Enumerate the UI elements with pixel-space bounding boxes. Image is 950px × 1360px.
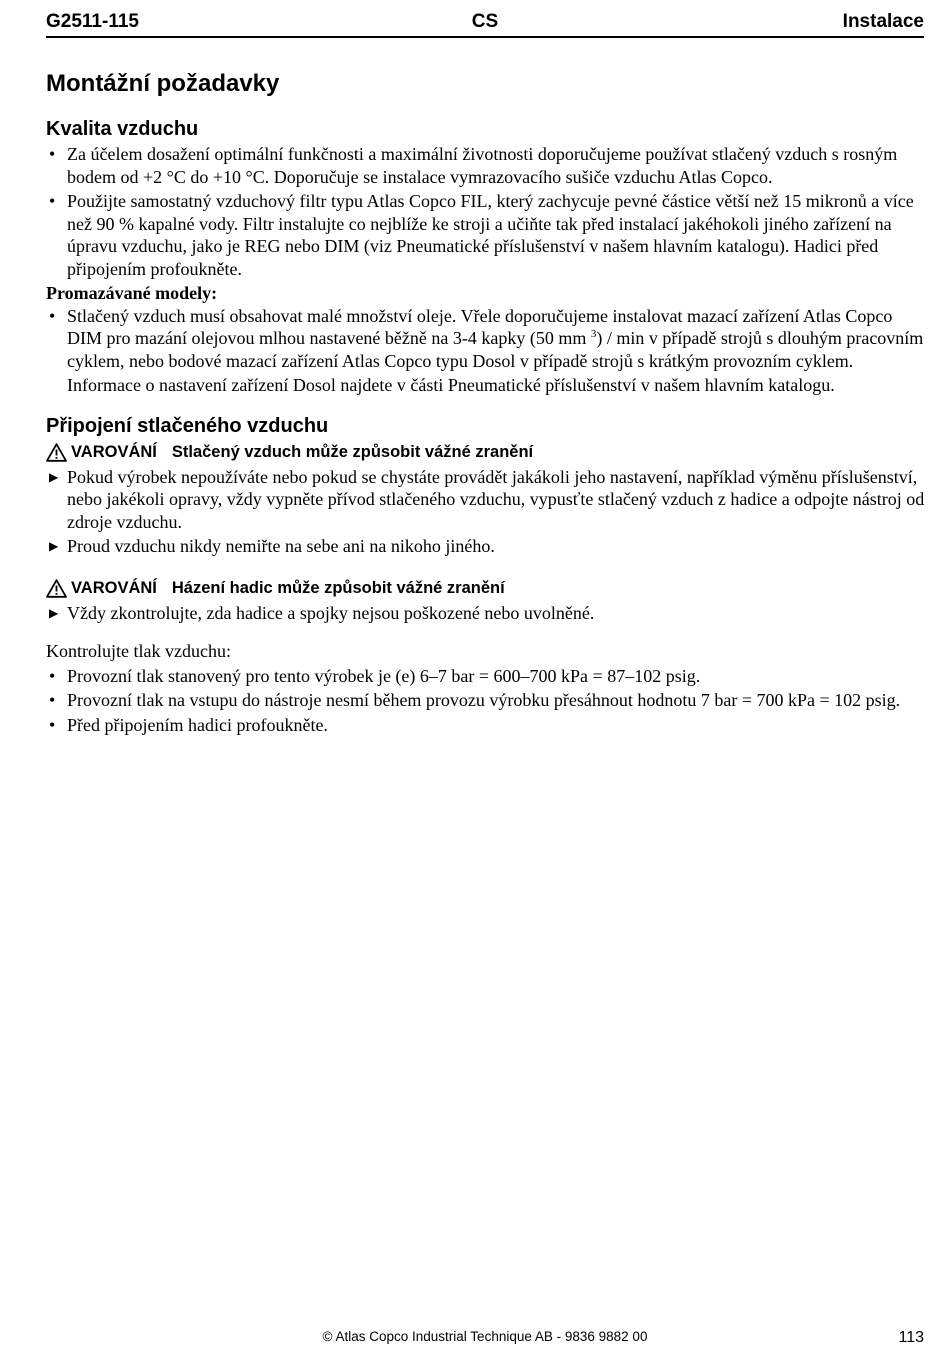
list-item: • Provozní tlak stanovený pro tento výrobek je (e) 6–7 bar = 600–700 kPa = 87–102 psig. <box>49 665 701 686</box>
list-item: ▶ Pokud výrobek nepoužíváte nebo pokud se chystáte provádět jakákoli jeho nastavení, například výměnu příslušenství, nebo jakékoli opravy, vždy vypněte přívod stlačeného vzduchu, vypusťte stlačený vzduch z hadice a odpojte nástroj od zdroje vzduchu. <box>49 466 925 532</box>
warning-triangle-icon <box>46 579 67 598</box>
main-content <box>46 70 926 738</box>
bullet-icon: • <box>49 305 56 326</box>
doc-id: G2511-115 <box>46 11 139 32</box>
page-header <box>46 10 924 38</box>
bullet-icon: • <box>49 665 56 686</box>
list-item: ▶ Proud vzduchu nikdy nemiřte na sebe ani na nikoho jiného. <box>49 536 495 556</box>
list-item: ▶ Vždy zkontrolujte, zda hadice a spojky nejsou poškozené nebo uvolněné. <box>49 602 595 623</box>
bullet-icon: • <box>49 191 56 211</box>
language-code: CS <box>471 11 499 32</box>
copyright: © Atlas Copco Industrial Technique AB - 9836 9882 00 <box>322 1329 648 1344</box>
section-name: Instalace <box>842 11 924 32</box>
bullet-icon: • <box>49 144 56 164</box>
warning-2 <box>46 578 926 600</box>
warning-word: VAROVÁNÍ <box>71 579 157 597</box>
air-quality-list <box>46 143 926 280</box>
page-number: 113 <box>898 1329 924 1346</box>
connection-heading: Připojení stlačeného vzduchu <box>46 414 329 437</box>
warning-text: Stlačený vzduch může způsobit vážné zranění <box>171 443 534 461</box>
warning-1 <box>46 442 926 464</box>
lubricated-models-heading: Promazávané modely: <box>46 283 218 303</box>
pressure-list <box>46 665 926 737</box>
warning-triangle-icon <box>46 443 67 462</box>
list-item: • Provozní tlak na vstupu do nástroje nesmí během provozu výrobku přesáhnout hodnotu 7 bar = 700 kPa = 102 psig. <box>49 690 901 710</box>
air-quality-heading: Kvalita vzduchu <box>46 118 199 140</box>
check-pressure-label: Kontrolujte tlak vzduchu: <box>46 641 231 661</box>
list-item: • Stlačený vzduch musí obsahovat malé množství oleje. Vřele doporučujeme instalovat mazací zařízení Atlas Copco DIM pro mazání olejovou mlhou nastavené běžně na 3-4 kapky (50 mm $^3$) / min v případě strojů s dlouhým pracovním cyklem, nebo bodové mazací zařízení Atlas Copco typu Dosol v případě strojů s krátkým provozním cyklem. <box>49 305 924 371</box>
list-item: • Za účelem dosažení optimální funkčnosti a maximální životnosti doporučujeme používat stlačený vzduch s rosným bodem od +2 °C do +10 °C. Doporučuje se instalace vymrazovacího sušiče vzduchu Atlas Copco. <box>49 144 898 187</box>
dosol-note: Informace o nastavení zařízení Dosol najdete v části Pneumatické příslušenství v našem hlavním katalogu. <box>67 375 835 395</box>
bullet-icon: • <box>49 690 56 710</box>
warning-word: VAROVÁNÍ <box>71 443 157 461</box>
warning-2-list <box>46 602 926 625</box>
bullet-icon: • <box>49 714 56 735</box>
warning-text: Házení hadic může způsobit vážné zranění <box>171 579 505 597</box>
list-item: • Použijte samostatný vzduchový filtr typu Atlas Copco FIL, který zachycuje pevné částice větší než 15 mikronů a více než 90 % kapalné vody. Filtr instalujte co nejblíže ke stroji a učiňte tak před instalací jakéhokoli jiného zařízení na úpravu vzduchu, jako je REG nebo DIM (viz Pneumatické příslušenství v našem hlavním katalogu). Hadici před připojením profoukněte. <box>49 191 914 279</box>
arrow-icon: ▶ <box>49 605 59 620</box>
page-title: Montážní požadavky <box>46 70 280 97</box>
arrow-icon: ▶ <box>49 539 59 553</box>
list-item: • Před připojením hadici profoukněte. <box>49 714 328 735</box>
page-footer <box>46 1327 924 1347</box>
arrow-icon: ▶ <box>49 469 59 484</box>
warning-1-list <box>46 466 926 558</box>
lubricated-list <box>46 305 926 373</box>
